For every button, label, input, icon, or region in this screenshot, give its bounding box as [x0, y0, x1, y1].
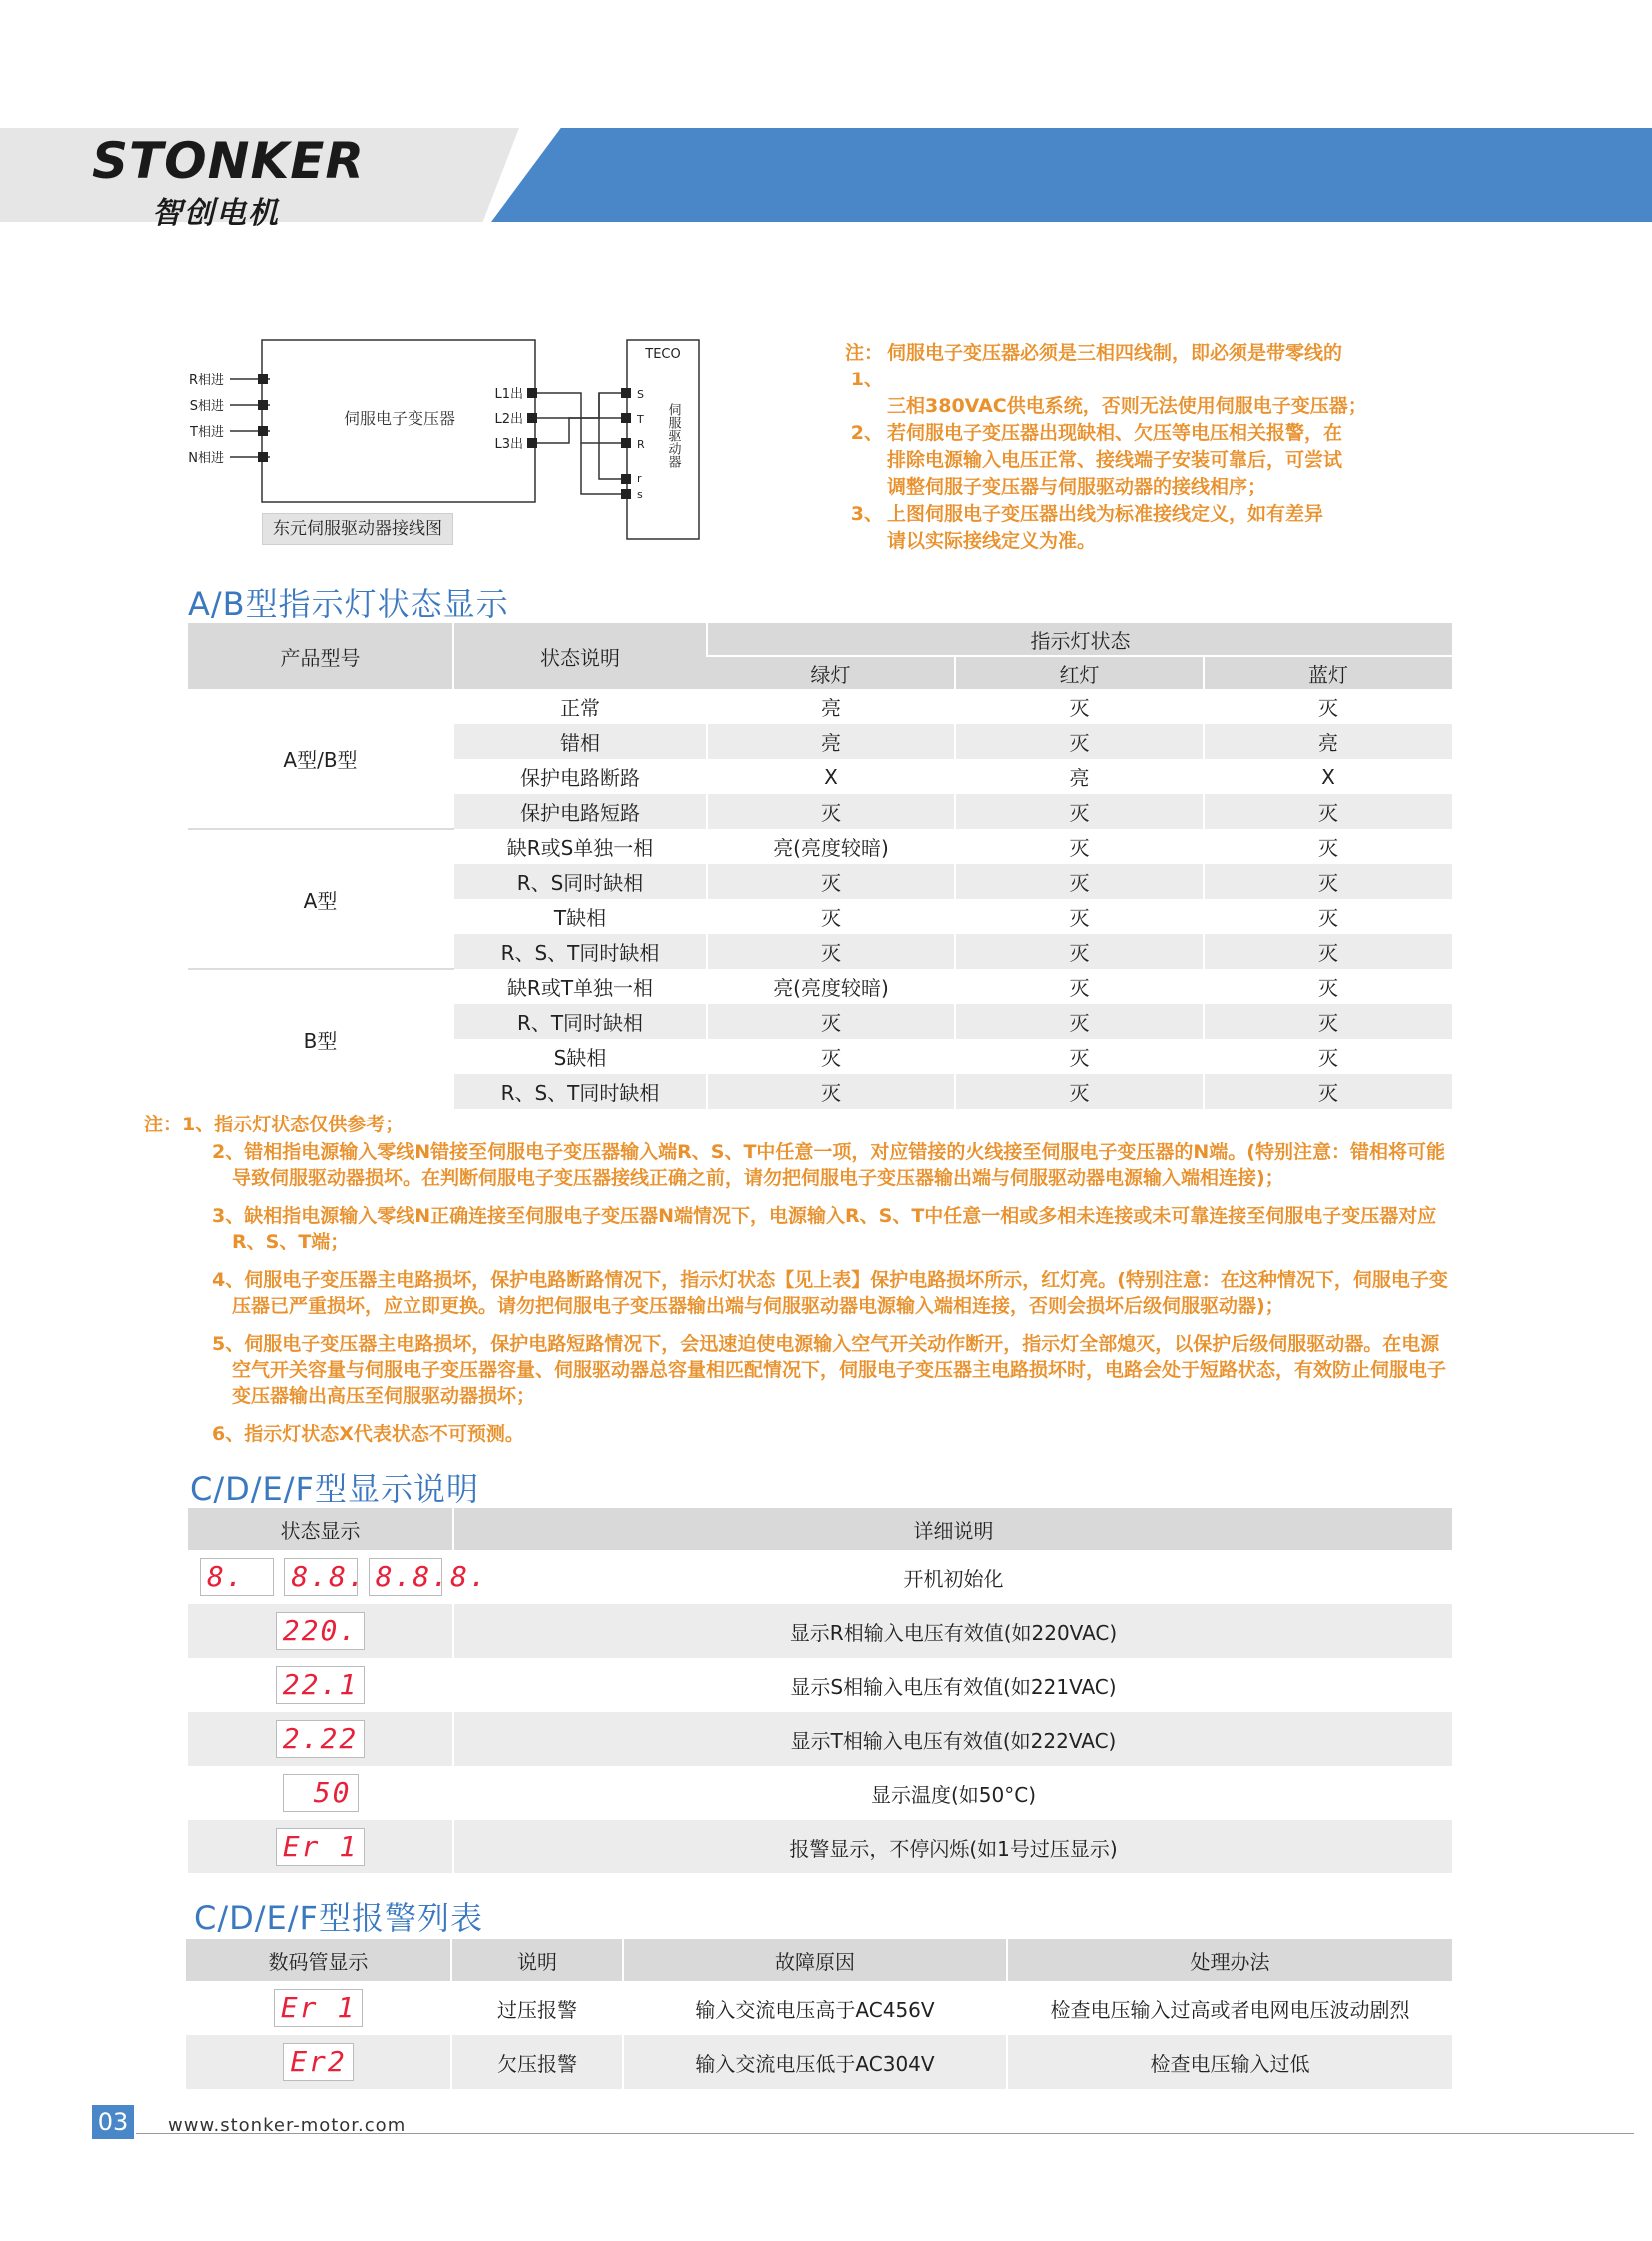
note-2-num: 2、: [850, 422, 883, 444]
notes-label: 注：: [844, 342, 883, 364]
indicator-note-4: 4、伺服电子变压器主电路损坏，保护电路断路情况下，指示灯状态【见上表】保护电路损坏所示，红灯亮。(特别注意：在这种情况下，伺服电子变压器已严重损坏，应立即更换。请勿把伺服电子变压器输出端与伺服驱动器电源输入端相连接，否则会损坏后级伺服驱动器)；: [212, 1269, 1448, 1317]
note-1-line-2: 三相380VAC供电系统，否则无法使用伺服电子变压器；: [887, 395, 1367, 417]
model-cell-b: B型: [188, 969, 453, 1109]
driver-terminal-r-small: r: [637, 472, 642, 485]
note-1: [819, 340, 1378, 393]
row-green: 亮(亮度较暗): [707, 829, 955, 864]
row-blue: 灭: [1204, 969, 1452, 1004]
table-row: [188, 1766, 1452, 1820]
table-row: [188, 1712, 1452, 1766]
alarm-desc: 欠压报警: [451, 2035, 623, 2089]
note-3: [819, 501, 1378, 528]
brand-name: STONKER: [92, 132, 365, 190]
indicator-notes: [144, 1112, 1456, 1459]
driver-terminal-s-small: s: [637, 488, 643, 501]
row-red: 灭: [955, 724, 1204, 759]
wiring-diagram: [180, 330, 719, 549]
alarm-desc: 过压报警: [451, 1981, 623, 2035]
segment-display: 22.1: [276, 1666, 365, 1704]
table-row: [188, 1550, 1452, 1604]
input-label-n: N相进: [188, 451, 224, 466]
header-blue: 蓝灯: [1204, 656, 1452, 689]
segment-display: 50: [283, 1774, 359, 1812]
segment-display: Er2: [283, 2043, 354, 2081]
section2-title: C/D/E/F型显示说明: [190, 1470, 479, 1508]
row-desc: T缺相: [453, 899, 707, 934]
header-desc: 状态说明: [453, 623, 707, 689]
output-label-l2: L2出: [494, 412, 523, 427]
row-green: 灭: [707, 794, 955, 829]
row-red: 亮: [955, 759, 1204, 794]
row-red: 灭: [955, 689, 1204, 724]
input-label-s: S相进: [189, 399, 224, 414]
output-terminals: [494, 386, 537, 452]
note-1-num: 1、: [850, 369, 883, 390]
note-3-num: 3、: [850, 503, 883, 525]
display-desc: 开机初始化: [453, 1550, 1452, 1604]
output-label-l3: L3出: [494, 437, 523, 452]
note-2-line-1: 若伺服电子变压器出现缺相、欠压等电压相关报警，在: [887, 422, 1343, 444]
display-cell: [188, 1550, 488, 1604]
row-green: 灭: [707, 864, 955, 899]
output-label-l1: L1出: [494, 387, 523, 402]
model-cell-ab: A型/B型: [188, 689, 453, 829]
footer-url: www.stonker-motor.com: [168, 2115, 407, 2136]
driver-brand: TECO: [645, 347, 681, 362]
input-label-r: R相进: [188, 374, 224, 388]
top-notes: [819, 340, 1378, 555]
display-header-detail: 详细说明: [453, 1508, 1452, 1550]
header-green: 绿灯: [707, 656, 955, 689]
row-green: 灭: [707, 1004, 955, 1039]
driver-terminal-s: S: [637, 388, 644, 401]
row-blue: 亮: [1204, 724, 1452, 759]
segment-display: Er 1: [274, 1989, 363, 2027]
display-desc: 显示温度(如50°C): [453, 1766, 1452, 1820]
row-red: 灭: [955, 864, 1204, 899]
note-3-line-2: 请以实际接线定义为准。: [887, 530, 1097, 552]
segment-display: 8.8.8.: [369, 1558, 442, 1596]
header-model: 产品型号: [188, 623, 453, 689]
display-desc: 显示T相输入电压有效值(如222VAC): [453, 1712, 1452, 1766]
segment-display: 220.: [276, 1612, 365, 1650]
row-red: 灭: [955, 969, 1204, 1004]
note-3-line-1: 上图伺服电子变压器出线为标准接线定义，如有差异: [887, 503, 1324, 525]
segment-display: 8.: [200, 1558, 274, 1596]
page-number: 03: [92, 2105, 134, 2139]
row-green: 灭: [707, 1039, 955, 1074]
input-label-t: T相进: [190, 425, 224, 440]
header-indicator-group: 指示灯状态: [707, 623, 1452, 656]
alarm-table: [186, 1939, 1452, 2089]
row-desc: S缺相: [453, 1039, 707, 1074]
row-blue: 灭: [1204, 864, 1452, 899]
row-red: 灭: [955, 1004, 1204, 1039]
driver-terminal-t: T: [637, 413, 644, 426]
alarm-display-cell: [186, 2035, 451, 2089]
row-green: 亮: [707, 724, 955, 759]
display-desc: 报警显示，不停闪烁(如1号过压显示): [453, 1820, 1452, 1873]
row-blue: 灭: [1204, 899, 1452, 934]
row-green: 灭: [707, 1074, 955, 1109]
table-row: [188, 1820, 1452, 1873]
input-terminals: [188, 373, 270, 466]
row-blue: 灭: [1204, 689, 1452, 724]
segment-display: 8.8.: [284, 1558, 358, 1596]
note-2-line-2: 排除电源输入电压正常、接线端子安装可靠后，可尝试: [887, 449, 1343, 471]
model-cell-a: A型: [188, 829, 453, 969]
section3-title: C/D/E/F型报警列表: [194, 1899, 483, 1937]
row-desc: R、S、T同时缺相: [453, 1074, 707, 1109]
display-cell: [188, 1658, 453, 1712]
table-row: [186, 2035, 1452, 2089]
indicator-note-3: 3、缺相指电源输入零线N正确连接至伺服电子变压器N端情况下，电源输入R、S、T中任意一相或多相未连接或未可靠连接至伺服电子变压器对应R、S、T端；: [212, 1205, 1437, 1253]
row-blue: 灭: [1204, 829, 1452, 864]
display-desc: 显示S相输入电压有效值(如221VAC): [453, 1658, 1452, 1712]
alarm-header-cause: 故障原因: [623, 1939, 1007, 1981]
alarm-header-fix: 处理办法: [1007, 1939, 1452, 1981]
indicator-note-2: 2、错相指电源输入零线N错接至伺服电子变压器输入端R、S、T中任意一项，对应错接的火线接至伺服电子变压器的N端。(特别注意：错相将可能导致伺服驱动器损坏。在判断伺服电子变压器接线正确之前，请勿把伺服电子变压器输出端与伺服驱动器电源输入端相连接)；: [212, 1141, 1445, 1189]
driver-terminal-r: R: [637, 438, 645, 451]
brand-logo: [92, 132, 372, 231]
row-red: 灭: [955, 934, 1204, 969]
alarm-fix: 检查电压输入过高或者电网电压波动剧烈: [1007, 1981, 1452, 2035]
row-blue: 灭: [1204, 794, 1452, 829]
display-cell: [188, 1766, 453, 1820]
row-green: 亮: [707, 689, 955, 724]
alarm-display-cell: [186, 1981, 451, 2035]
display-desc: 显示R相输入电压有效值(如220VAC): [453, 1604, 1452, 1658]
indicator-note-1: 注：1、指示灯状态仅供参考；: [144, 1114, 405, 1135]
row-desc: 错相: [453, 724, 707, 759]
driver-label: 伺服驱动器: [665, 403, 681, 468]
alarm-fix: 检查电压输入过低: [1007, 2035, 1452, 2089]
row-blue: 灭: [1204, 1039, 1452, 1074]
table-row: [188, 689, 1452, 724]
segment-display: 2.22: [276, 1720, 365, 1758]
row-red: 灭: [955, 899, 1204, 934]
row-desc: R、T同时缺相: [453, 1004, 707, 1039]
table-row: [188, 1604, 1452, 1658]
row-desc: 缺R或T单独一相: [453, 969, 707, 1004]
row-desc: 保护电路断路: [453, 759, 707, 794]
wires: [537, 393, 627, 494]
indicator-note-5: 5、伺服电子变压器主电路损坏，保护电路短路情况下，会迅速迫使电源输入空气开关动作断开，指示灯全部熄灭，以保护后级伺服驱动器。在电源空气开关容量与伺服电子变压器容量、伺服驱动器总容量相匹配情况下，伺服电子变压器主电路损坏时，电路会处于短路状态，有效防止伺服电子变压器输出高压至伺服驱动器损坏；: [212, 1333, 1447, 1407]
row-green: 灭: [707, 899, 955, 934]
indicator-table: [188, 623, 1452, 1109]
transformer-label: 伺服电子变压器: [343, 409, 456, 428]
row-red: 灭: [955, 1074, 1204, 1109]
row-green: X: [707, 759, 955, 794]
alarm-cause: 输入交流电压高于AC456V: [623, 1981, 1007, 2035]
header-blue-band: [491, 128, 1652, 222]
alarm-cause: 输入交流电压低于AC304V: [623, 2035, 1007, 2089]
display-header-status: 状态显示: [188, 1508, 453, 1550]
display-cell: [188, 1820, 453, 1873]
row-green: 灭: [707, 934, 955, 969]
row-desc: R、S、T同时缺相: [453, 934, 707, 969]
alarm-header-desc: 说明: [451, 1939, 623, 1981]
display-table: [188, 1508, 1452, 1873]
row-red: 灭: [955, 829, 1204, 864]
note-1-line-1: 伺服电子变压器必须是三相四线制，即必须是带零线的: [887, 342, 1343, 364]
row-desc: R、S同时缺相: [453, 864, 707, 899]
brand-sub: 智创电机: [152, 196, 280, 231]
indicator-note-6: 6、指示灯状态X代表状态不可预测。: [212, 1423, 524, 1445]
table-row: [186, 1981, 1452, 2035]
row-desc: 保护电路短路: [453, 794, 707, 829]
row-desc: 正常: [453, 689, 707, 724]
row-blue: X: [1204, 759, 1452, 794]
display-cell: [188, 1712, 453, 1766]
diagram-caption: 东元伺服驱动器接线图: [262, 513, 453, 545]
display-cell: [188, 1604, 453, 1658]
row-desc: 缺R或S单独一相: [453, 829, 707, 864]
segment-display: Er 1: [276, 1828, 365, 1866]
table-row: [188, 1658, 1452, 1712]
table-row: [188, 829, 1452, 864]
row-blue: 灭: [1204, 1004, 1452, 1039]
row-green: 亮(亮度较暗): [707, 969, 955, 1004]
row-red: 灭: [955, 794, 1204, 829]
section1-title: A/B型指示灯状态显示: [188, 585, 509, 623]
note-2: [819, 420, 1378, 447]
row-blue: 灭: [1204, 1074, 1452, 1109]
header-red: 红灯: [955, 656, 1204, 689]
table-row: [188, 969, 1452, 1004]
row-blue: 灭: [1204, 934, 1452, 969]
note-2-line-3: 调整伺服子变压器与伺服驱动器的接线相序；: [887, 476, 1267, 498]
row-red: 灭: [955, 1039, 1204, 1074]
alarm-header-display: 数码管显示: [186, 1939, 451, 1981]
